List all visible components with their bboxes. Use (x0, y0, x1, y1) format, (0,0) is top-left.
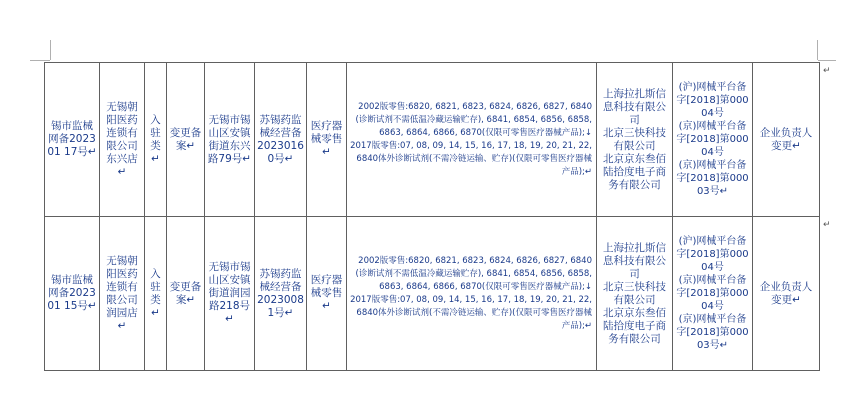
change-item-cell: 企业负责人变更↵ (753, 217, 820, 371)
platform-names-cell: 上海拉扎斯信息科技有限公司 北京三快科技有限公司 北京京东叁佰陆拾度电子商务有限公司 (597, 217, 673, 371)
change-item-cell: 企业负责人变更↵ (753, 63, 820, 217)
company-name-cell: 无锡朝阳医药连锁有限公司润园店↵ (100, 217, 145, 371)
row-end-mark: ↵ (823, 66, 831, 76)
change-type-cell: 变更备案↵ (167, 217, 205, 371)
record-number-cell: 锡市监械网备202301 15号↵ (45, 217, 100, 371)
platform-names-cell: 上海拉扎斯信息科技有限公司 北京三快科技有限公司 北京京东叁佰陆拾度电子商务有限公司 (597, 63, 673, 217)
platform-filing-numbers-cell: (沪)网械平台备字[2018]第00004号 (京)网械平台备字[2018]第00004号 (京)网械平台备字[2018]第00003号↵ (673, 63, 753, 217)
table-row (45, 217, 820, 371)
business-scope-cell: 2002版零售:6820, 6821, 6823, 6824, 6826, 6827, 6840(诊断试剂不需低温冷藏运输贮存), 6841, 6854, 6856, 6858, 6863, 6864, 6866, 6870(仅限可零售医疗器械产品);↓ 2017版零售:07, 08, 09, 14, 15, 16, 17, 18, 19, 20, 21, 22, 6840体外诊断试剂(不需冷链运输、贮存)(仅限可零售医疗器械产品);↵ (347, 63, 597, 217)
company-name-cell: 无锡朝阳医药连锁有限公司东兴店↵ (100, 63, 145, 217)
business-type-cell: 医疗器械零售↵ (307, 63, 347, 217)
address-cell: 无锡市锡山区安镇街道润园路218号↵ (205, 217, 255, 371)
crop-mark-top-left-vertical (50, 40, 51, 60)
row-end-mark: ↵ (823, 220, 831, 230)
license-number-cell: 苏锡药监械经营备20230081号↵ (255, 217, 307, 371)
platform-filing-numbers-cell: (沪)网械平台备字[2018]第00004号 (京)网械平台备字[2018]第00004号 (京)网械平台备字[2018]第00003号↵ (673, 217, 753, 371)
crop-mark-top-right-vertical (817, 40, 818, 60)
crop-mark-top-right-horizontal (818, 60, 836, 61)
table-row (45, 63, 820, 217)
category-cell: 入驻类↵ (145, 63, 167, 217)
business-scope-cell: 2002版零售:6820, 6821, 6823, 6824, 6826, 6827, 6840(诊断试剂不需低温冷藏运输贮存), 6841, 6854, 6856, 6858, 6863, 6864, 6866, 6870(仅限可零售医疗器械产品);↓ 2017版零售:07, 08, 09, 14, 15, 16, 17, 18, 19, 20, 21, 22, 6840体外诊断试剂(不需冷链运输、贮存)(仅限可零售医疗器械产品);↵ (347, 217, 597, 371)
change-type-cell: 变更备案↵ (167, 63, 205, 217)
record-table (44, 62, 820, 371)
record-number-cell: 锡市监械网备202301 17号↵ (45, 63, 100, 217)
category-cell: 入驻类↵ (145, 217, 167, 371)
address-cell: 无锡市锡山区安镇街道东兴路79号↵ (205, 63, 255, 217)
crop-mark-top-left-horizontal (30, 60, 50, 61)
business-type-cell: 医疗器械零售↵ (307, 217, 347, 371)
license-number-cell: 苏锡药监械经营备20230160号↵ (255, 63, 307, 217)
